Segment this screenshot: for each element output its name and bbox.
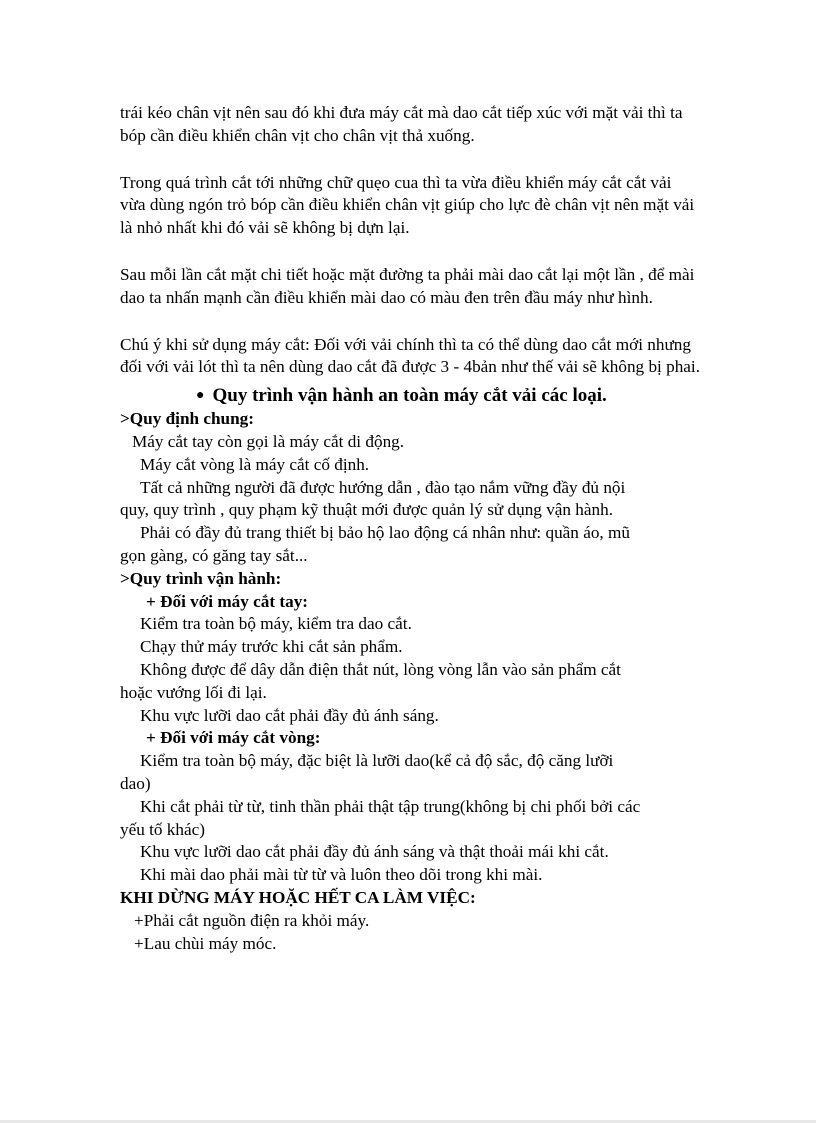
ring-cutter-continuation: yếu tố khác) [120,819,205,839]
general-rule-item [120,477,700,523]
stop-section-title: KHI DỪNG MÁY HOẶC HẾT CA LÀM VIỆC: [120,887,476,907]
hand-cutter-line: Không được để dây dẫn điện thắt nút, lòng vòng lẫn vào sản phẩm cắt [140,659,621,679]
ring-cutter-continuation: dao) [120,773,151,793]
general-rule-item [120,522,700,568]
ring-cutter-line: Kiểm tra toàn bộ máy, đặc biệt là lưỡi dao(kể cả độ sắc, độ căng lưỡi [140,751,614,771]
bullet-icon: ● [196,388,205,404]
document-body [120,102,700,955]
hand-cutter-line: Khu vực lưỡi dao cắt phải đầy đủ ánh sáng. [140,705,439,725]
general-rule-line: Tất cả những người đã được hướng dẫn , đào tạo nắm vững đầy đủ nội [140,477,626,497]
operation-title: >Quy trình vận hành: [120,568,282,588]
paragraph-curved-cutting: Trong quá trình cắt tới những chữ quẹo cua thì ta vừa điều khiển máy cắt cắt vải vừa dùng ngón trỏ bóp cần điều khiển chân vịt giúp cho lực đè chân vịt nên mặt vải là nhỏ nhất khi đó vải sẽ không bị dựn lại. [120,172,695,238]
general-rule-line: Máy cắt vòng là máy cắt cố định. [140,454,370,474]
hand-cutter-line: Kiểm tra toàn bộ máy, kiểm tra dao cắt. [140,614,412,634]
ring-cutter-line: Khi mài dao phải mài từ từ và luôn theo dõi trong khi mài. [140,865,543,885]
ring-cutter-line: Khu vực lưỡi dao cắt phải đầy đủ ánh sáng và thật thoải mái khi cắt. [140,842,609,862]
hand-cutter-item [120,659,700,705]
stop-step-line: +Phải cắt nguồn điện ra khỏi máy. [134,910,370,930]
hand-cutter-continuation: hoặc vướng lối đi lại. [120,682,267,702]
stop-step-line: +Lau chùi máy móc. [134,933,277,953]
hand-cutter-line: Chạy thử máy trước khi cắt sản phẩm. [140,637,403,657]
section-heading-text: Quy trình vận hành an toàn máy cắt vải các loại. [212,385,607,407]
general-rule-line: Phải có đầy đủ trang thiết bị bảo hộ lao động cá nhân như: quần áo, mũ [140,523,630,543]
ring-cutter-title: + Đối với máy cắt vòng: [146,728,321,748]
general-rule-line: Máy cắt tay còn gọi là máy cắt di động. [132,431,405,451]
hand-cutter-title: + Đối với máy cắt tay: [146,591,309,611]
general-rule-continuation: gọn gàng, có găng tay sắt... [120,545,308,565]
ring-cutter-item [120,796,700,842]
section-heading [196,383,700,408]
ring-cutter-line: Khi cắt phải từ từ, tinh thần phải thật tập trung(không bị chi phối bởi các [140,796,641,816]
general-rule-continuation: quy, quy trình , quy phạm kỹ thuật mới được quản lý sử dụng vận hành. [120,500,614,520]
paragraph-note: Chú ý khi sử dụng máy cắt: Đối với vải chính thì ta có thể dùng dao cắt mới nhưng đối với vải lót thì ta nên dùng dao cắt đã được 3 - 4bản như thế vải sẽ không bị phai. [120,334,701,377]
paragraph-presser-foot: trái kéo chân vịt nên sau đó khi đưa máy cắt mà dao cắt tiếp xúc với mặt vải thì ta bóp cần điều khiển chân vịt cho chân vịt thả xuống. [120,103,683,145]
ring-cutter-item [120,750,700,796]
paragraph-sharpening: Sau mỗi lần cắt mặt chi tiết hoặc mặt đường ta phải mài dao cắt lại một lần , để mài dao ta nhấn mạnh cần điều khiển mài dao có màu đen trên đầu máy như hình. [120,264,695,307]
general-rules-title: >Quy định chung: [120,409,254,429]
